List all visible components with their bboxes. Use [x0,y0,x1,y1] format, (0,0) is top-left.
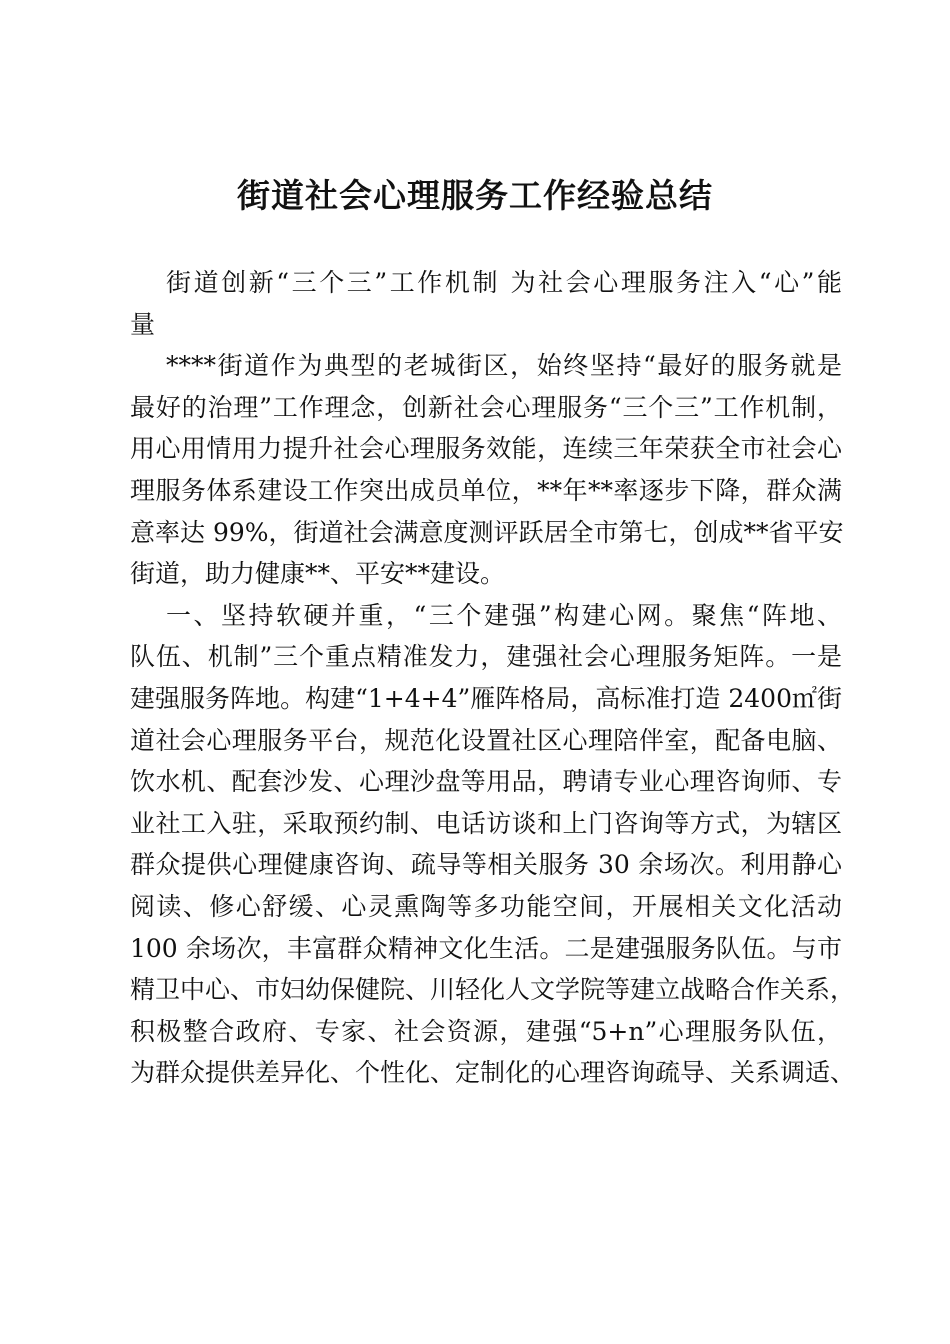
text-line: 100 余场次，丰富群众精神文化生活。二是建强服务队伍。与市 [130,933,842,963]
text-line: 精卫中心、市妇幼保健院、川轻化人文学院等建立战略合作关系， [130,975,856,1005]
text-line: 群众提供心理健康咨询、疏导等相关服务 30 余场次。利用静心 [130,850,842,880]
text-line: 积极整合政府、专家、社会资源，建强“5+n”心理服务队伍， [130,1016,842,1046]
document-body [130,262,856,1094]
text-line: 最好的治理”工作理念，创新社会心理服务“三个三”工作机制， [130,392,842,422]
text-line: 量 [130,309,156,339]
text-line: 街道创新“三个三”工作机制 为社会心理服务注入“心”能 [166,268,842,297]
text-line: 阅读、修心舒缓、心灵熏陶等多功能空间，开展相关文化活动 [130,891,842,921]
text-line: 业社工入驻，采取预约制、电话访谈和上门咨询等方式，为辖区 [130,808,842,838]
text-line: ****街道作为典型的老城街区，始终坚持“最好的服务就是 [166,351,842,381]
text-line: 道社会心理服务平台，规范化设置社区心理陪伴室，配备电脑、 [130,725,842,755]
text-line: 街道，助力健康**、平安**建设。 [130,559,506,589]
text-line: 队伍、机制”三个重点精准发力，建强社会心理服务矩阵。一是 [130,642,842,672]
text-line: 用心用情用力提升社会心理服务效能，连续三年荣获全市社会心 [130,434,842,464]
text-line: 一、坚持软硬并重，“三个建强”构建心网。聚焦“阵地、 [166,600,842,630]
document-title: 街道社会心理服务工作经验总结 [237,176,713,215]
text-line: 为群众提供差异化、个性化、定制化的心理咨询疏导、关系调适、 [130,1058,856,1088]
text-line: 建强服务阵地。构建“1+4+4”雁阵格局，高标准打造 2400㎡街 [130,683,842,713]
text-line: 理服务体系建设工作突出成员单位，**年**率逐步下降，群众满 [130,475,842,505]
text-line: 饮水机、配套沙发、心理沙盘等用品，聘请专业心理咨询师、专 [130,767,842,797]
text-line: 意率达 99%，街道社会满意度测评跃居全市第七，创成**省平安 [130,517,844,547]
